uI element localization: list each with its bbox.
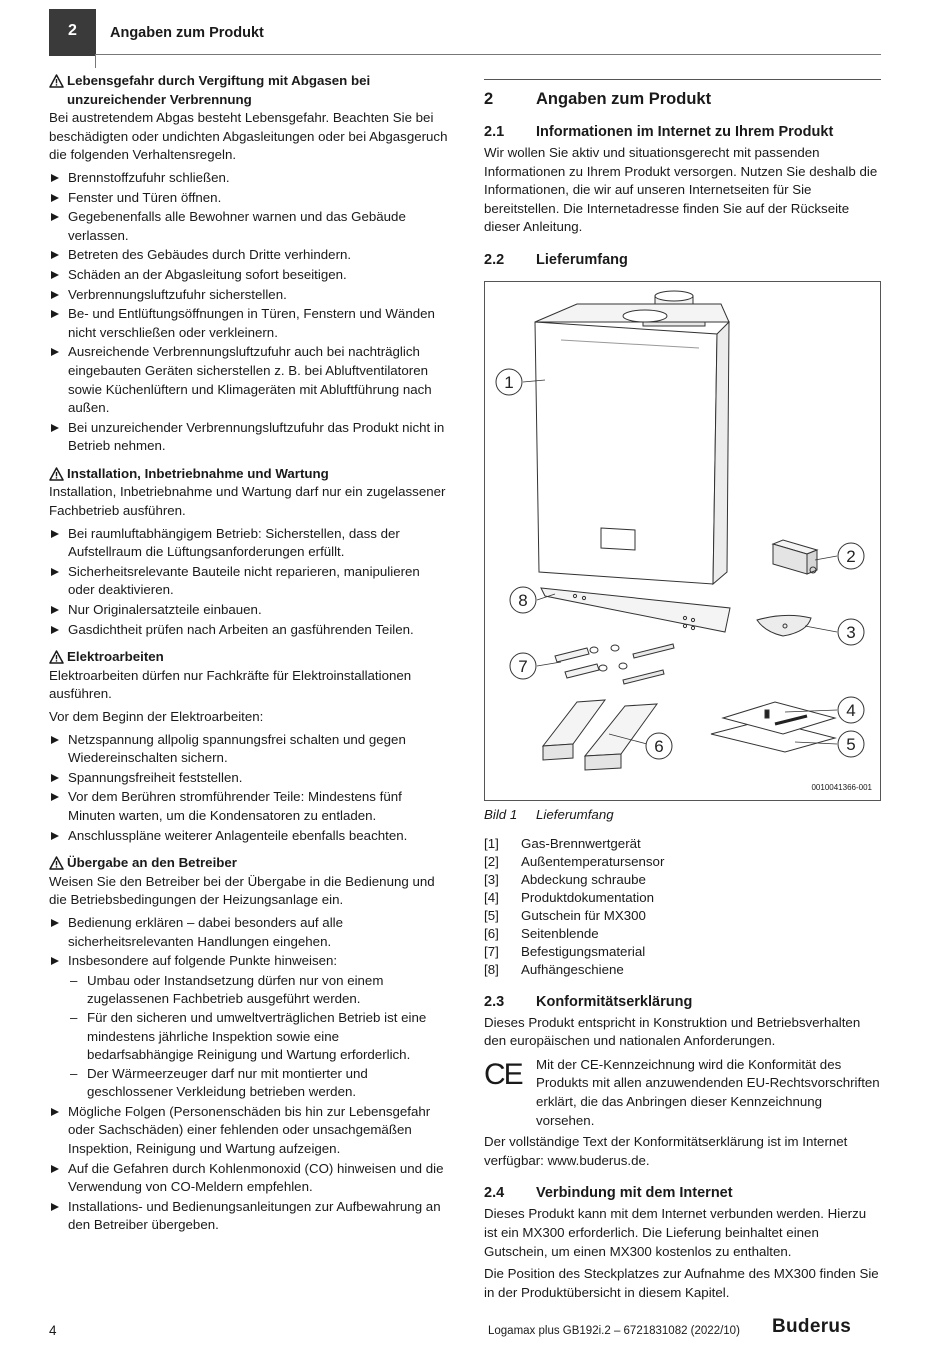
part-label: Befestigungsmaterial [521, 943, 646, 959]
part-label: Aufhängeschiene [521, 961, 624, 977]
list-item: Be- und Entlüftungsöffnungen in Türen, Fenstern und Wänden nicht verschließen oder verkleinern. [49, 305, 449, 342]
subsection-title: Verbindung mit dem Internet [536, 1185, 733, 1202]
callout-label-3: 3 [846, 622, 856, 642]
warning-heading [49, 854, 449, 873]
header-rule [96, 54, 881, 55]
warning-intro: Bei austretendem Abgas besteht Lebensgefahr. Beachten Sie bei beschädigten oder undichten Abgasleitungen oder bei Abgasgeruch die folgenden Verhaltensregeln. [49, 110, 448, 163]
left-column [49, 72, 449, 1244]
ce-mark-icon: CE [484, 1057, 522, 1091]
subsection-number: 2.3 [484, 993, 505, 1010]
warning-handover [49, 854, 449, 1235]
warning-heading [49, 72, 449, 109]
ce-notice [484, 1056, 881, 1130]
callout-label-2: 2 [846, 546, 856, 566]
part-index: [4] [484, 889, 499, 905]
list-item: Bei raumluftabhängigem Betrieb: Sicherstellen, dass der Aufstellraum die Lüftungsanforderungen erfüllt. [49, 525, 449, 562]
instruction-list [49, 525, 449, 640]
list-item: Netzspannung allpolig spannungsfrei schalten und gegen Wiedereinschalten sichern. [49, 731, 449, 768]
list-item: Auf die Gefahren durch Kohlenmonoxid (CO) hinweisen und die Verwendung von CO-Meldern empfehlen. [49, 1160, 449, 1197]
figure-caption [484, 806, 881, 825]
part-label: Produktdokumentation [521, 889, 655, 905]
callout-label-6: 6 [654, 736, 664, 756]
list-item [484, 907, 881, 925]
subsection-title: Informationen im Internet zu Ihrem Produkt [536, 124, 834, 140]
paragraph: Der vollständige Text der Konformitätserklärung ist im Internet verfügbar: www.buderus.de. [484, 1134, 848, 1168]
warning-electrical [49, 648, 449, 845]
part-index: [8] [484, 961, 499, 977]
part-label: Gutschein für MX300 [521, 907, 646, 923]
paragraph: Wir wollen Sie aktiv und situationsgerecht mit passenden Informationen zu Ihrem Produkt versorgen. Nutzen Sie deshalb die Informationen, die wir auf unseren Internetseiten für Sie bereitstellen. Die Internetadresse finden Sie auf der Rückseite dieser Anleitung. [484, 145, 878, 235]
instruction-list [49, 731, 449, 846]
instruction-list [49, 914, 449, 1235]
subsection-title: Konformitätserklärung [536, 993, 693, 1010]
warning-heading [49, 648, 449, 667]
callout-label-5: 5 [846, 734, 856, 754]
boiler-drawing [535, 291, 835, 770]
figure-caption-text: Lieferumfang [536, 806, 614, 822]
list-item: Schäden an der Abgasleitung sofort beseitigen. [49, 266, 449, 285]
subsection-title: Lieferumfang [536, 251, 628, 268]
parts-list [484, 835, 881, 979]
list-item: Spannungsfreiheit feststellen. [49, 769, 449, 788]
list-item: Anschlusspläne weiterer Anlagenteile ebenfalls beachten. [49, 827, 449, 846]
list-item-text: Insbesondere auf folgende Punkte hinweisen: [68, 953, 338, 969]
list-item: Ausreichende Verbrennungsluftzufuhr auch bei nachträglich eingebauten Geräten sicherstellen z. B. bei Abluftventilatoren sowie Küchenlüftern und Klimageräten mit Abluftführung nach außen. [49, 343, 449, 417]
page-number: 4 [49, 1323, 57, 1338]
document-reference: Logamax plus GB192i.2 – 6721831082 (2022/10) [488, 1325, 740, 1337]
part-index: [6] [484, 925, 499, 941]
right-column [484, 79, 881, 1306]
list-item [49, 952, 449, 1102]
paragraph: Dieses Produkt kann mit dem Internet verbunden werden. Hierzu ist ein MX300 erforderlich. Die Lieferung beinhaltet einen Gutschein, um einen MX300 kostenlos zu enthalten. [484, 1206, 867, 1259]
list-item [484, 835, 881, 853]
subsection-heading-2-2 [484, 251, 881, 269]
dash-item: – Für den sicheren und umweltverträglichen Betrieb ist eine mindestens jährliche Inspektion sowie eine bedarfsabhängige Reinigung und Wartung erforderlich. [68, 1009, 449, 1065]
delivery-scope-figure [484, 281, 881, 801]
part-label: Seitenblende [521, 925, 599, 941]
chapter-number-tab: 2 [49, 9, 96, 56]
list-item: Fenster und Türen öffnen. [49, 189, 449, 208]
section-rule [484, 79, 881, 80]
paragraph: Dieses Produkt entspricht in Konstruktion und Betriebsverhalten den europäischen und nationalen Anforderungen. [484, 1014, 861, 1049]
ce-text: Mit der CE-Kennzeichnung wird die Konformität des Produkts mit allen anzuwendenden EU-Rechtsvorschriften erklärt, die das Anbringen dieser Kennzeichnung vorsehen. [536, 1056, 880, 1128]
callout-label-4: 4 [846, 700, 856, 720]
subsection-number: 2.4 [484, 1185, 505, 1202]
list-item: Mögliche Folgen (Personenschäden bis hin zur Lebensgefahr oder Sachschäden) einer fehlenden oder unsachgemäßen Inspektion, Reinigung und Wartung aufzeigen. [49, 1103, 449, 1159]
list-item [484, 853, 881, 871]
subsection-number: 2.1 [484, 124, 505, 140]
dash-list [68, 972, 449, 1102]
part-label: Außentemperatursensor [521, 853, 665, 869]
warning-intro: Weisen Sie den Betreiber bei der Übergabe in die Bedienung und die Betriebsbedingungen der Heizungsanlage ein. [49, 873, 435, 908]
section-title: Angaben zum Produkt [536, 90, 712, 108]
warning-heading [49, 465, 449, 484]
list-item: Betreten des Gebäudes durch Dritte verhindern. [49, 246, 449, 265]
callout-label-7: 7 [518, 656, 528, 676]
warning-installation [49, 465, 449, 639]
section-heading [484, 89, 881, 109]
part-label: Abdeckung schraube [521, 871, 646, 887]
warning-intro: Elektroarbeiten dürfen nur Fachkräfte für Elektroinstallationen ausführen. [49, 667, 412, 702]
warning-intro: Installation, Inbetriebnahme und Wartung darf nur ein zugelassener Fachbetrieb ausführen. [49, 484, 446, 519]
list-item: Nur Originalersatzteile einbauen. [49, 601, 449, 620]
dash-item: – Der Wärmeerzeuger darf nur mit montierter und geschlossener Verkleidung betrieben werden. [68, 1065, 449, 1102]
list-item: Brennstoffzufuhr schließen. [49, 169, 449, 188]
subsection-heading-2-3 [484, 993, 881, 1011]
list-item: Bei unzureichender Verbrennungsluftzufuhr das Produkt nicht in Betrieb nehmen. [49, 419, 449, 456]
chapter-title: Angaben zum Produkt [110, 25, 264, 41]
list-item: Bedienung erklären – dabei besonders auf alle sicherheitsrelevanten Handlungen eingehen. [49, 914, 449, 951]
warning-triangle-icon [49, 467, 64, 481]
header-divider [95, 54, 96, 68]
warning-triangle-icon [49, 74, 64, 88]
warning-triangle-icon [49, 856, 64, 870]
figure-id: 0010041366-001 [811, 782, 872, 792]
list-item: Gasdichtheit prüfen nach Arbeiten an gasführenden Teilen. [49, 621, 449, 640]
part-label: Gas-Brennwertgerät [521, 835, 641, 851]
subsection-heading-2-4 [484, 1184, 881, 1202]
callout-label-8: 8 [518, 590, 528, 610]
warning-title: Elektroarbeiten [67, 649, 164, 665]
list-item [484, 943, 881, 961]
paragraph: Die Position des Steckplatzes zur Aufnahme des MX300 finden Sie in der Produktübersicht in diesem Kapitel. [484, 1266, 879, 1300]
list-item [484, 961, 881, 979]
part-index: [1] [484, 835, 499, 851]
list-item: Sicherheitsrelevante Bauteile nicht reparieren, manipulieren oder deaktivieren. [49, 563, 449, 600]
brand-logo: Buderus [772, 1316, 852, 1337]
subsection-number: 2.2 [484, 251, 505, 268]
warning-triangle-icon [49, 650, 64, 664]
list-item: Vor dem Berühren stromführender Teile: Mindestens fünf Minuten warten, um die Kondensatoren zu entladen. [49, 788, 449, 825]
dash-item: – Umbau oder Instandsetzung dürfen nur von einem zugelassenen Fachbetrieb ausgeführt werden. [68, 972, 449, 1009]
list-item: Gegebenenfalls alle Bewohner warnen und das Gebäude verlassen. [49, 208, 449, 245]
delivery-scope-illustration [485, 282, 880, 800]
part-index: [2] [484, 853, 499, 869]
warning-intro-secondary: Vor dem Beginn der Elektroarbeiten: [49, 709, 264, 724]
list-item [484, 925, 881, 943]
figure-label: Bild 1 [484, 806, 518, 822]
section-number: 2 [484, 90, 494, 108]
list-item [484, 889, 881, 907]
list-item [484, 871, 881, 889]
part-index: [5] [484, 907, 499, 923]
warning-exhaust-gas [49, 72, 449, 456]
warning-title: Installation, Inbetriebnahme und Wartung [67, 465, 329, 481]
instruction-list [49, 169, 449, 456]
warning-title: Lebensgefahr durch Vergiftung mit Abgasen bei unzureichender Verbrennung [67, 73, 371, 107]
part-index: [7] [484, 943, 499, 959]
part-index: [3] [484, 871, 499, 887]
callout-label-1: 1 [504, 372, 514, 392]
list-item: Installations- und Bedienungsanleitungen zur Aufbewahrung an den Betreiber übergeben. [49, 1198, 449, 1235]
subsection-heading-2-1 [484, 123, 881, 141]
list-item: Verbrennungsluftzufuhr sicherstellen. [49, 286, 449, 305]
warning-title: Übergabe an den Betreiber [67, 855, 237, 871]
